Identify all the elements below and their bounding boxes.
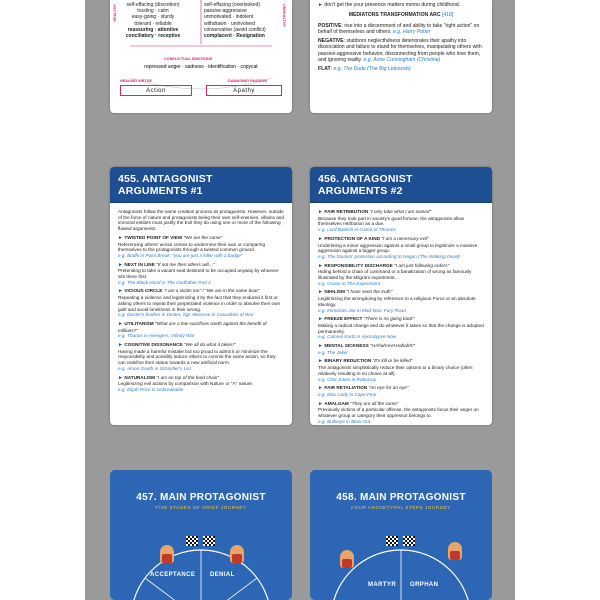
argument-description: Because they took part in society's good fortune, the antagonists allow themselves retribution as a due. bbox=[318, 215, 465, 227]
argument-description: Pretending to take a vacant seat destined to be occupied anyway by whoever sits there first. bbox=[118, 268, 279, 280]
argument-quote: "If not me then others will…" bbox=[156, 261, 215, 267]
triangle-bullet-icon: ► bbox=[118, 374, 125, 381]
argument-item bbox=[118, 321, 284, 339]
card-458-title: 458. MAIN PROTAGONIST bbox=[336, 492, 466, 503]
checkered-flag-icon bbox=[403, 536, 415, 546]
triangle-bullet-icon: ► bbox=[318, 358, 325, 365]
mediator-diagram-card bbox=[110, 0, 292, 113]
triangle-bullet-icon: ► bbox=[318, 316, 325, 323]
argument-example: e.g. Lord Baelish in Game of Thrones bbox=[318, 227, 396, 233]
argument-quote: "HAhahAHAHahahh!" bbox=[370, 343, 416, 349]
negative-label: NEGATIVE bbox=[318, 38, 344, 45]
argument-example: e.g. Bullseye in Blow Out bbox=[318, 418, 371, 424]
triangle-bullet-icon: ► bbox=[118, 261, 125, 268]
arc-title-text: MEDIATORS TRANSFORMATION ARC bbox=[348, 12, 441, 19]
argument-example: e.g. Amon Goeth in Schindler's List bbox=[118, 365, 191, 371]
trait: trusting · calm bbox=[137, 8, 169, 15]
triangle-bullet-icon: ► bbox=[318, 343, 325, 350]
argument-description: Legitimizing evil actions by comparison with Nature or "A" nature. bbox=[118, 381, 254, 387]
argument-quote: "It's kill or be killed" bbox=[372, 358, 413, 364]
argument-heading bbox=[118, 288, 284, 295]
arc-title bbox=[318, 12, 484, 18]
triangle-bullet-icon: ► bbox=[318, 209, 325, 215]
argument-quote: "I have seen the truth" bbox=[346, 289, 393, 295]
argument-heading bbox=[318, 263, 484, 270]
trait: unmotivated · indolent bbox=[204, 14, 254, 21]
argument-item bbox=[318, 289, 484, 313]
argument-item bbox=[118, 342, 284, 372]
argument-example: e.g. The Black Hand in The Godfather Part 2 bbox=[118, 279, 211, 285]
flat-label: FLAT bbox=[318, 66, 331, 73]
argument-description: Underlining a minor aggression against a small group to legitimize a massive aggression against a bigger group. bbox=[318, 242, 478, 254]
checkered-flag-icon bbox=[186, 536, 198, 546]
trait: conservative (avoid conflict) bbox=[204, 26, 266, 33]
character-figure-icon bbox=[448, 542, 462, 560]
triangle-bullet-icon: ► bbox=[318, 289, 325, 296]
argument-quote: "There is no going back" bbox=[363, 316, 415, 322]
argument-example: e.g. The Joker bbox=[318, 349, 348, 355]
argument-title: AMALGAM bbox=[324, 400, 349, 406]
argument-example: e.g. Elijah Price in Unbreakable bbox=[118, 386, 184, 392]
passion-label: DAMAGING PASSION bbox=[228, 79, 267, 83]
healthy-side-label: HEALTHY bbox=[113, 4, 117, 22]
argument-heading bbox=[318, 236, 484, 243]
conflict-emotions: repressed anger · sadness · identification · copycat bbox=[144, 64, 258, 70]
argument-item bbox=[118, 235, 284, 259]
argument-item bbox=[318, 385, 484, 397]
argument-heading bbox=[318, 209, 484, 216]
argument-list bbox=[118, 235, 284, 393]
argument-item bbox=[118, 288, 284, 318]
checkered-flag-icon bbox=[203, 536, 215, 546]
triangle-bullet-icon: ► bbox=[118, 342, 125, 349]
triangle-bullet-icon: ► bbox=[118, 234, 125, 241]
argument-example: e.g. Bodhi in Point Break: "you are just a killer with a badge" bbox=[118, 252, 243, 258]
card-456-title: 456. ANTAGONIST ARGUMENTS #2 bbox=[310, 167, 492, 203]
argument-title: NEXT IN LINE bbox=[124, 261, 155, 267]
bullet-item: ► don't get the your presence matters memo during childhood. bbox=[318, 2, 461, 8]
argument-title: MENTAL SICKNESS bbox=[324, 343, 369, 349]
argument-quote: "We all do what it takes!" bbox=[184, 342, 236, 348]
unhealthy-side-label: UNHEALTHY bbox=[282, 4, 286, 28]
argument-description: Legitimizing the wrongdoing by reference to a religious Force or an absolute ideology. bbox=[318, 296, 476, 307]
trait: tolerant · reliable bbox=[134, 20, 172, 27]
trait: reassuring · attentive bbox=[127, 26, 179, 33]
argument-quote: "I only take what I am owned" bbox=[369, 209, 432, 214]
argument-quote: "What are a few sacrifices worth against the benefit of millions?" bbox=[118, 320, 267, 333]
negative-text: : stubborn neglectfulness deteriorates their apathy into dissociation and failure to stand for themselves, manipulating others with passive-aggressive behavior, disconnecting from people who love them, and ignoring reality. bbox=[318, 38, 482, 64]
argument-item bbox=[318, 401, 484, 425]
argument-quote: "We are the same" bbox=[183, 234, 223, 240]
character-figure-icon bbox=[160, 545, 174, 563]
argument-title: RESPONSIBILITY DISCHARGE bbox=[324, 262, 393, 268]
argument-description: Making a radical change and do whatever it takes so that the change is adopted permanently. bbox=[318, 322, 484, 334]
trait: self-effacing (discretion) bbox=[126, 2, 180, 8]
argument-title: FAIR RETRIBUTION bbox=[324, 209, 369, 214]
positive-label: POSITIVE bbox=[318, 22, 342, 29]
argument-title: COGNITIVE DISSONANCE bbox=[124, 342, 183, 348]
grief-wheel bbox=[110, 470, 292, 600]
flat-example: e.g. The Dude (The Big Lebowski) bbox=[333, 66, 411, 73]
argument-title: UTILITARISM bbox=[124, 320, 154, 326]
argument-quote: "They are all the same" bbox=[350, 400, 399, 406]
virtue-label: HEALING VIRTUE bbox=[120, 79, 153, 83]
triangle-bullet-icon: ► bbox=[118, 320, 125, 327]
bullet-text: don't get the your presence matters bbox=[324, 2, 405, 8]
trait: conciliatory · receptive bbox=[125, 33, 181, 40]
argument-example: e.g. Cruise in The Experiment bbox=[318, 280, 381, 286]
argument-item bbox=[118, 262, 284, 286]
archetype-wheel bbox=[310, 470, 492, 600]
negative-example: e.g. Anne Cunningham (Christine) bbox=[363, 57, 441, 64]
argument-description: Hiding behind a chain of command or a banalization of wrong as famously illustrated by the Milgram experiment. bbox=[318, 269, 472, 281]
argument-heading bbox=[318, 358, 484, 365]
argument-title: TWISTED POINT OF VIEW bbox=[124, 234, 183, 240]
card-455-title: 455. ANTAGONIST ARGUMENTS #1 bbox=[110, 167, 292, 203]
argument-heading bbox=[118, 235, 284, 242]
card-457-subtitle: FIVE STAGES OF GRIEF JOURNEY bbox=[155, 505, 247, 510]
trait: complacent · Resignation bbox=[204, 33, 265, 40]
argument-item bbox=[318, 316, 484, 340]
argument-item bbox=[318, 343, 484, 355]
argument-heading bbox=[118, 262, 284, 269]
argument-example: e.g. Clint Jones in RoboCop bbox=[318, 376, 377, 382]
character-figure-icon bbox=[230, 545, 244, 563]
negative-paragraph bbox=[318, 38, 484, 63]
stage-orphan: ORPHAN bbox=[410, 582, 439, 588]
argument-item bbox=[118, 375, 284, 393]
conflict-label: CONFLICTUAL EMOTIONS bbox=[164, 57, 213, 61]
argument-item bbox=[318, 263, 484, 287]
trait: self-effacing (overlooked) bbox=[204, 2, 261, 8]
argument-title: BINARY REDUCTION bbox=[324, 358, 372, 364]
argument-heading bbox=[318, 289, 484, 296]
argument-title: NIHILISM bbox=[324, 289, 345, 295]
virtue-box: Action bbox=[120, 85, 192, 96]
flat-paragraph: FLAT: e.g. The Dude (The Big Lebowski) bbox=[318, 66, 411, 73]
stage-martyr: MARTYR bbox=[368, 582, 397, 588]
argument-heading bbox=[118, 375, 284, 382]
argument-description: Previously victims of a particular offense, the antagonists focus their anger on whatever group or category their oppressor belongs to. bbox=[318, 407, 479, 419]
argument-example: e.g. Dexter's brother in Dexter, Sgt. Meserve in Casualties of War bbox=[118, 312, 254, 318]
card-455-intro: Antagonists follow the same creation process as protagonists. However, outside of the force of nature and protagonists being their own self-enemies, villains and immoral entities must justify the Evil they do using one or more of the following flawed arguments: bbox=[118, 209, 284, 232]
card-458 bbox=[310, 470, 492, 600]
checkered-flag-icon bbox=[386, 536, 398, 546]
argument-heading bbox=[318, 316, 484, 323]
stage-denial: DENIAL bbox=[210, 572, 235, 578]
argument-quote: "I am a necessary evil" bbox=[381, 235, 429, 241]
argument-description: Referencing others' worse crimes to undermine their own or comparing themselves to the protagonists through a twisted common ground. bbox=[118, 241, 266, 253]
argument-quote: "I am a victim too" / "We are in the same boat" bbox=[163, 288, 260, 294]
argument-example: e.g. Thanos in Avengers: Infinity War bbox=[118, 333, 195, 339]
positive-paragraph bbox=[318, 23, 484, 36]
argument-title: PROTECTION OF A KIND bbox=[324, 235, 380, 241]
argument-quote: "I am just following orders" bbox=[394, 262, 450, 268]
argument-title: VICIOUS CIRCLE bbox=[124, 288, 163, 294]
trait: easy-going · sturdy bbox=[131, 14, 175, 21]
argument-list bbox=[318, 209, 484, 425]
stage-acceptance: ACCEPTANCE bbox=[150, 572, 196, 578]
card-455 bbox=[110, 167, 292, 425]
passion-box: Apathy bbox=[206, 85, 282, 96]
triangle-bullet-icon: ► bbox=[318, 235, 325, 242]
argument-item bbox=[318, 358, 484, 382]
argument-heading bbox=[318, 401, 484, 408]
argument-heading bbox=[118, 321, 284, 333]
mediator-arc-card bbox=[310, 0, 492, 113]
argument-example: e.g. Colonel Kurtz in Apocalypse Now bbox=[318, 334, 397, 340]
bullet-end: memo during childhood. bbox=[405, 2, 461, 8]
trait: withdrawn · uninvolved bbox=[204, 20, 255, 27]
triangle-bullet-icon: ► bbox=[318, 385, 325, 392]
argument-heading bbox=[318, 385, 484, 392]
virtue-passion-diagram bbox=[110, 0, 292, 113]
argument-quote: "I am on top of the food chain" bbox=[156, 374, 220, 380]
card-457 bbox=[110, 470, 292, 600]
argument-title: NATURALISM bbox=[124, 374, 155, 380]
argument-heading bbox=[118, 342, 284, 349]
argument-description: The antagonists simplistically reduce their options to a binary choice (often relatively resulting in no choice at all). bbox=[318, 365, 473, 376]
character-figure-icon bbox=[340, 550, 354, 568]
triangle-bullet-icon: ► bbox=[118, 288, 125, 295]
argument-heading bbox=[318, 343, 484, 350]
card-458-subtitle: FOUR ARCHETYPAL STEPS JOURNEY bbox=[351, 505, 451, 510]
argument-description: Having made a harmful mistake but too proud to admit it or minimize the responsibility and possibly induce others to commit the same action, so they can redefine their status towards a new artificial norm. bbox=[118, 348, 276, 366]
argument-example: e.g. The Saviors' protection according to Negan (The Walking Dead) bbox=[318, 253, 460, 259]
positive-text: : rise into a discernment of and ability to take "right action" on behalf of themselves and others. bbox=[318, 22, 480, 35]
positive-example: e.g. Harry Potter bbox=[393, 28, 431, 35]
argument-example: e.g. Immortan Joe in Mad Max: Fury Road bbox=[318, 307, 406, 313]
triangle-bullet-icon: ► bbox=[318, 262, 325, 269]
arc-ref-link[interactable]: [418] bbox=[441, 12, 454, 19]
argument-item bbox=[318, 209, 484, 233]
argument-quote: "An eye for an eye" bbox=[368, 385, 409, 391]
argument-description: Repeating a violence and legitimizing it by the fact that they endured it first or asking others to repeat their perpetrated violence in order to absolve their own guilt and avoid loneliness in their wrong. bbox=[118, 295, 281, 312]
argument-title: FAIR RETALIATION bbox=[324, 385, 368, 391]
card-456 bbox=[310, 167, 492, 425]
triangle-bullet-icon: ► bbox=[318, 400, 325, 407]
trait: passive-aggressive bbox=[204, 8, 247, 15]
argument-example: e.g. Max Cady in Cape Fear bbox=[318, 391, 377, 397]
argument-item bbox=[318, 236, 484, 260]
argument-title: FREEZE EFFECT bbox=[324, 316, 363, 322]
card-457-title: 457. MAIN PROTAGONIST bbox=[136, 492, 266, 503]
